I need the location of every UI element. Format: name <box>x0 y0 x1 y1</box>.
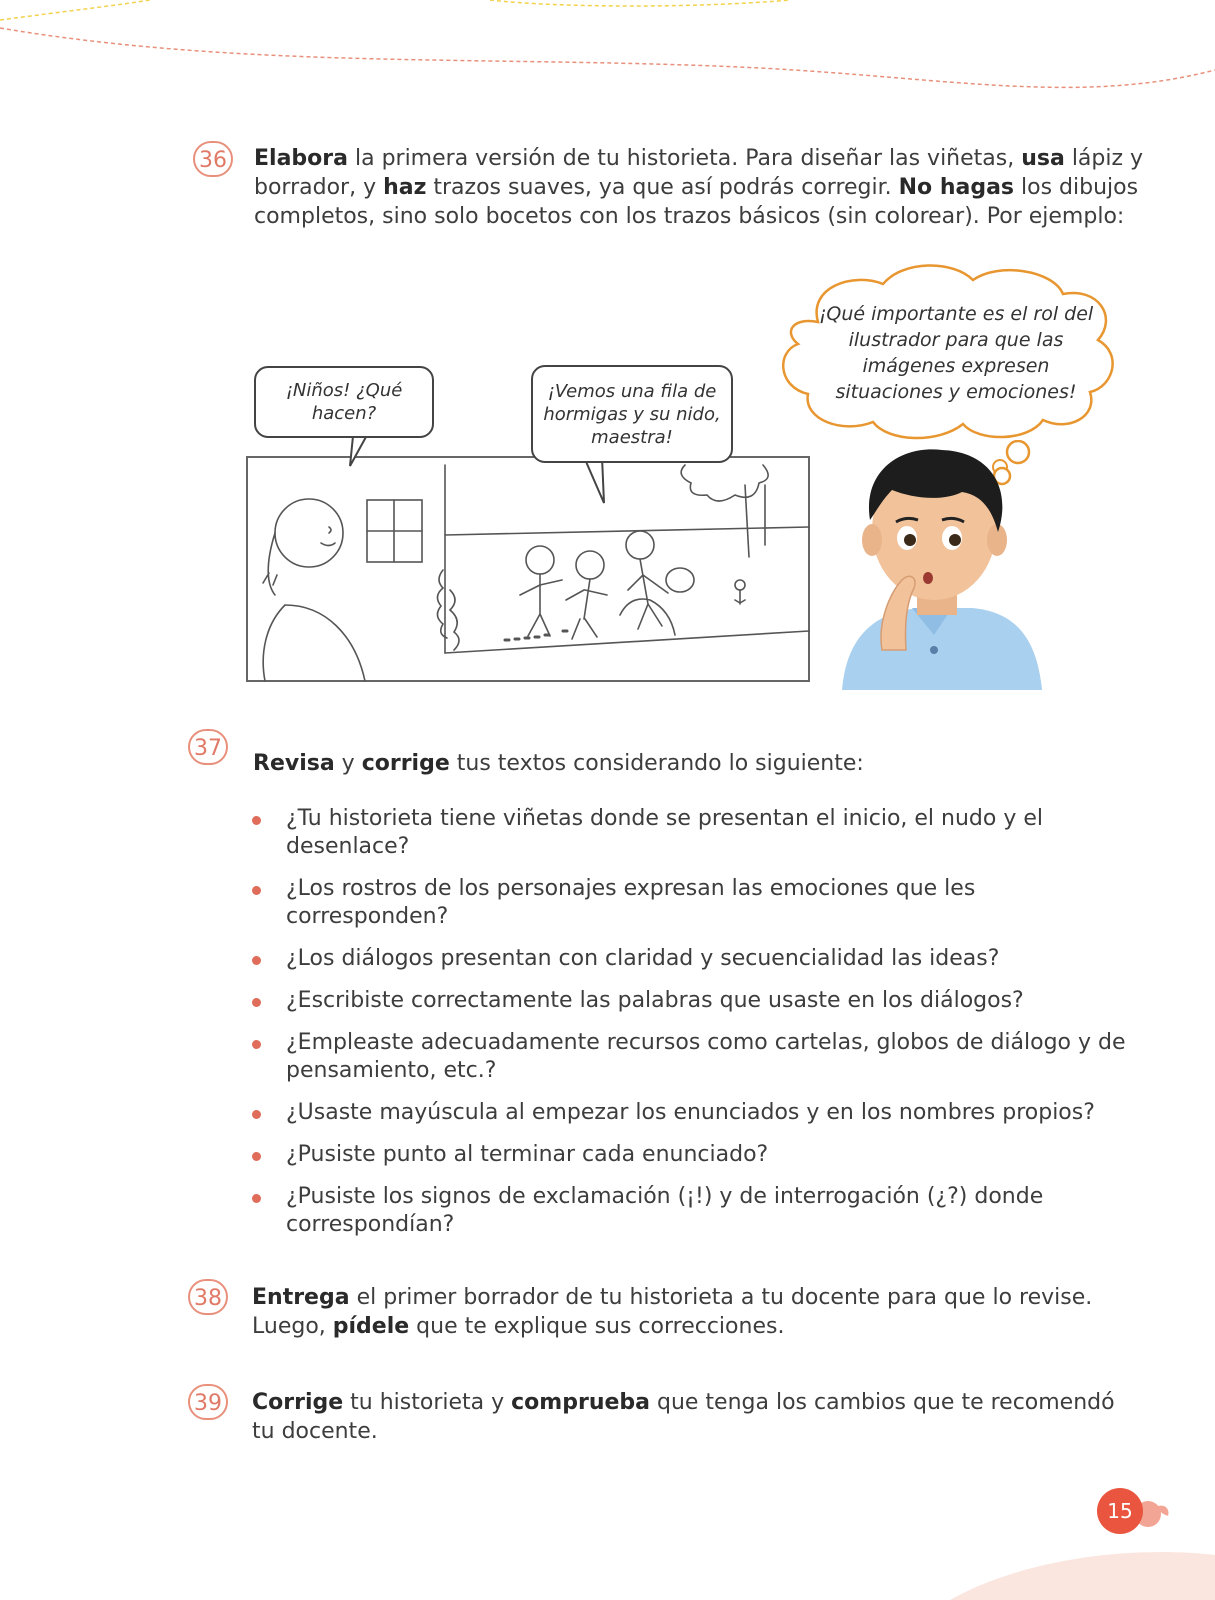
list-item: ¿Los diálogos presentan con claridad y secuencialidad las ideas? <box>248 945 1128 973</box>
bullet-icon <box>252 886 261 895</box>
task-39-text: Corrige tu historieta y comprueba que tenga los cambios que te recomendó tu docente. <box>252 1390 1115 1444</box>
bullet-icon <box>252 1152 261 1161</box>
list-item: ¿Tu historieta tiene viñetas donde se presentan el inicio, el nudo y el desenlace? <box>248 805 1128 861</box>
list-item: ¿Pusiste los signos de exclamación (¡!) y de interrogación (¿?) donde correspondían? <box>248 1183 1128 1239</box>
top-wave-decoration <box>0 0 1215 110</box>
bullet-icon <box>252 998 261 1007</box>
list-item: ¿Usaste mayúscula al empezar los enunciados y en los nombres propios? <box>248 1099 1128 1127</box>
task-number-38: 38 <box>188 1279 228 1315</box>
bullet-icon <box>252 1110 261 1119</box>
list-item: ¿Pusiste punto al terminar cada enunciado? <box>248 1141 1128 1169</box>
task-36-text: Elabora la primera versión de tu historieta. Para diseñar las viñetas, usa lápiz y borrador, y haz trazos suaves, ya que así podrás corregir. No hagas los dibujos completos, sino solo bocetos con los trazos básicos (sin colorear). Por ejemplo: <box>254 146 1144 229</box>
bullet-icon <box>252 1194 261 1203</box>
task-number-36: 36 <box>193 141 233 177</box>
task-38-text: Entrega el primer borrador de tu historieta a tu docente para que lo revise. Luego, pídele que te explique sus correcciones. <box>252 1285 1093 1339</box>
bottom-wave-decoration <box>0 1540 1215 1600</box>
task-number-37: 37 <box>188 729 228 765</box>
boy-thinking-illustration <box>822 440 1062 690</box>
bullet-icon <box>252 816 261 825</box>
checklist <box>248 805 1128 1253</box>
speech-bubble-children: ¡Vemos una fila de hormigas y su nido, maestra! <box>531 365 733 463</box>
task-number-39: 39 <box>188 1384 228 1420</box>
page-number: 15 <box>1097 1488 1143 1534</box>
bullet-icon <box>252 956 261 965</box>
speech-bubble-teacher: ¡Niños! ¿Qué hacen? <box>254 366 434 438</box>
list-item: ¿Empleaste adecuadamente recursos como cartelas, globos de diálogo y de pensamiento, etc.? <box>248 1029 1128 1085</box>
thought-bubble-text: ¡Qué importante es el rol del ilustrador para que las imágenes expresen situaciones y emociones! <box>818 303 1094 403</box>
comic-sketch-panel <box>245 455 815 685</box>
list-item: ¿Los rostros de los personajes expresan las emociones que les corresponden? <box>248 875 1128 931</box>
list-item: ¿Escribiste correctamente las palabras que usaste en los diálogos? <box>248 987 1128 1015</box>
task-37-text: Revisa y corrige tus textos considerando lo siguiente: <box>253 751 864 776</box>
bullet-icon <box>252 1040 261 1049</box>
